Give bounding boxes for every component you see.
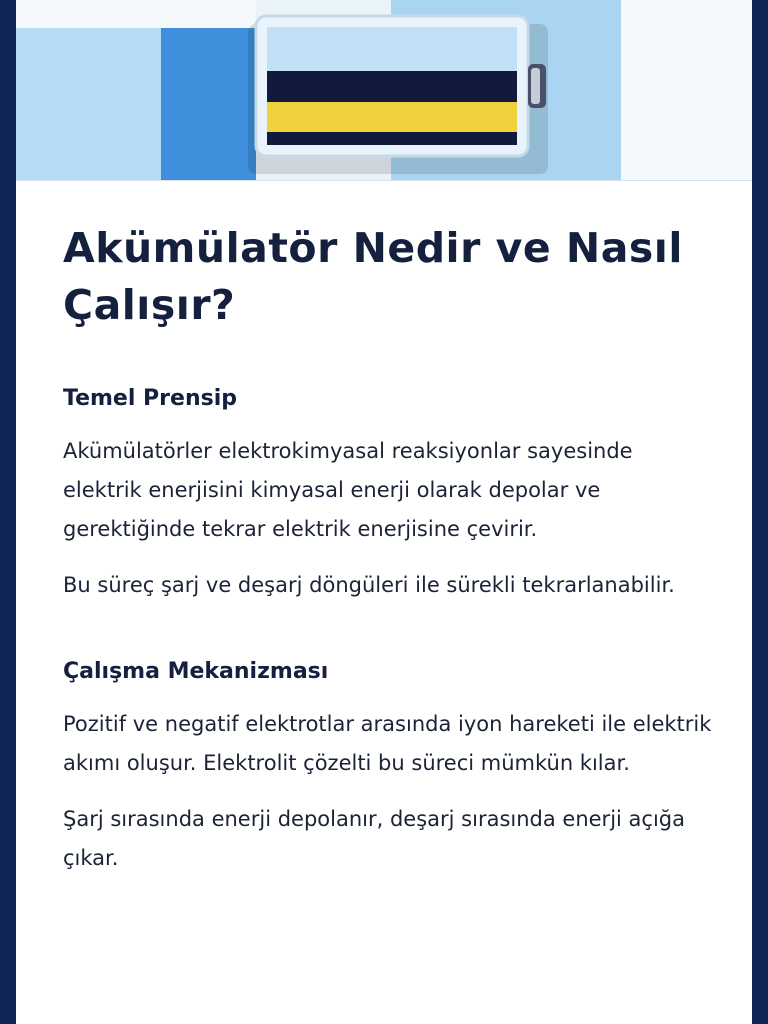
section-paragraph: Şarj sırasında enerji depolanır, deşarj sırasında enerji açığa çıkar. (63, 807, 685, 870)
section-paragraph: Akümülatörler elektrokimyasal reaksiyonlar sayesinde elektrik enerjisini kimyasal enerji olarak depolar ve gerektiğinde tekrar elektrik enerjisine çevirir. (63, 439, 633, 541)
article-content (63, 220, 713, 878)
article-page (16, 0, 752, 1024)
section-paragraph: Pozitif ve negatif elektrotlar arasında iyon hareketi ile elektrik akımı oluşur. Elektrolit çözelti bu süreci mümkün kılar. (63, 712, 712, 775)
page-title: Akümülatör Nedir ve Nasıl Çalışır? (63, 224, 683, 329)
section-paragraph: Bu süreç şarj ve deşarj döngüleri ile sürekli tekrarlanabilir. (63, 573, 675, 597)
hero-image (16, 0, 752, 181)
section-heading: Temel Prensip (63, 386, 237, 411)
battery-charge-icon (16, 0, 752, 180)
section-heading: Çalışma Mekanizması (63, 659, 329, 684)
